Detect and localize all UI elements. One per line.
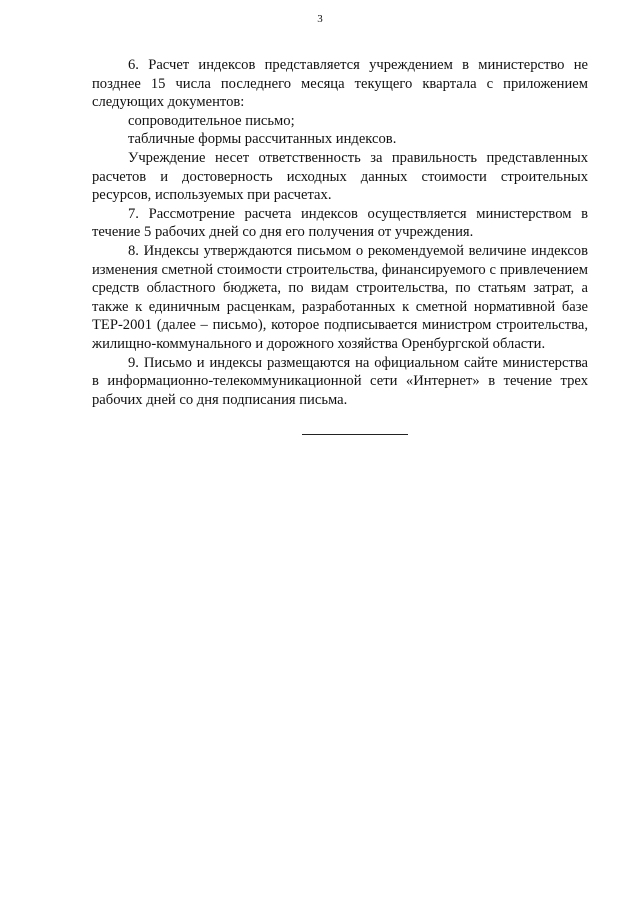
list-item-table-forms: табличные формы рассчитанных индексов.	[128, 131, 397, 148]
paragraph-7: 7. Рассмотрение расчета индексов осуществляется министерством в течение 5 рабочих дней со дня его получения от учреждения.	[92, 205, 588, 241]
paragraph-6: 6. Расчет индексов представляется учреждением в министерство не позднее 15 числа последнего месяца текущего квартала с приложением следующих документов:	[92, 57, 588, 111]
paragraph-9: 9. Письмо и индексы размещаются на официальном сайте министерства в информационно-телекоммуникационной сети «Интернет» в течение трех рабочих дней со дня подписания письма.	[92, 354, 588, 408]
paragraph-responsibility: Учреждение несет ответственность за правильность представленных расчетов и достоверность исходных данных стоимости строительных ресурсов, используемых при расчетах.	[92, 149, 588, 204]
end-separator-line	[302, 434, 408, 435]
list-item-cover-letter: сопроводительное письмо;	[128, 112, 295, 129]
page-number: 3	[317, 13, 323, 25]
document-body	[92, 56, 588, 409]
paragraph-8: 8. Индексы утверждаются письмом о рекомендуемой величине индексов изменения сметной стоимости строительства, финансируемого с привлечением средств областного бюджета, по видам строительства, по статьям затрат, а также к единичным расценкам, разработанных к сметной нормативной базе ТЕР-2001 (далее – письмо), которое подписывается министром строительства, жилищно-коммунального и дорожного хозяйства Оренбургской области.	[92, 242, 588, 352]
